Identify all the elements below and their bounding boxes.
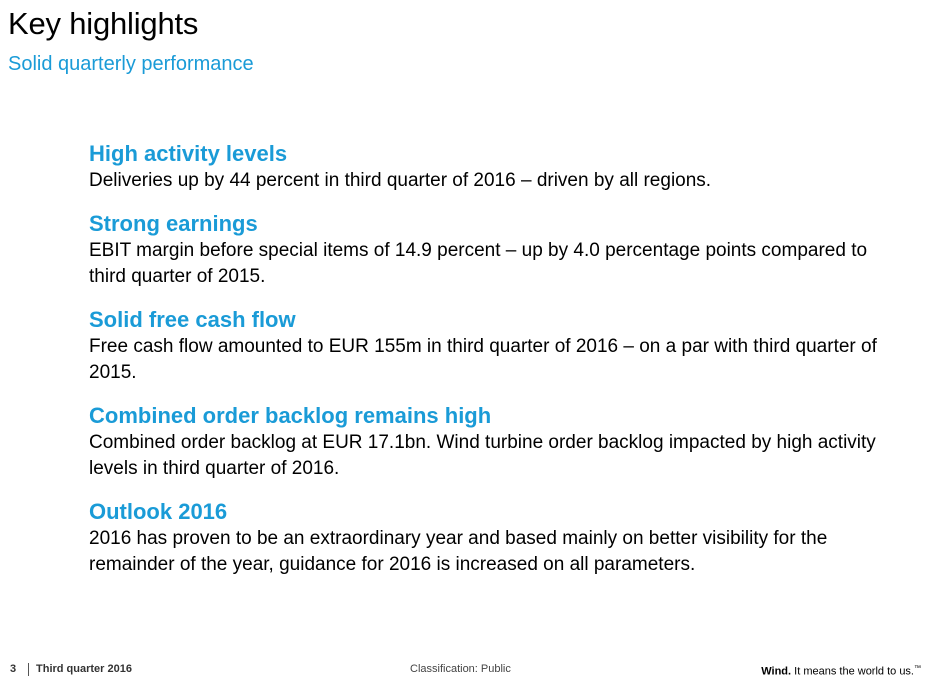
highlights-list: [89, 140, 909, 594]
highlight-item: [89, 498, 909, 578]
page-title: Key highlights: [8, 6, 199, 41]
footer-slogan: It means the world to us.: [794, 665, 914, 678]
footer-tagline: [761, 660, 921, 681]
highlight-heading: Solid free cash flow: [89, 307, 296, 332]
highlight-heading: High activity levels: [89, 141, 288, 166]
page-subtitle: Solid quarterly performance: [8, 53, 254, 75]
highlight-heading: Outlook 2016: [89, 499, 228, 524]
footer-classification: Classification: Public: [410, 663, 511, 675]
footer-brand: Wind.: [761, 665, 792, 678]
highlight-body: 2016 has proven to be an extraordinary year and based mainly on better visibility for the remainder of the year, guidance for 2016 is increased on all parameters.: [89, 528, 828, 575]
trademark-mark: ™: [914, 665, 921, 672]
highlight-heading: Strong earnings: [89, 211, 258, 236]
highlight-body: Free cash flow amounted to EUR 155m in third quarter of 2016 – on a par with third quarter of 2015.: [89, 336, 877, 383]
highlight-item: [89, 210, 909, 290]
highlight-heading: Combined order backlog remains high: [89, 403, 492, 428]
highlight-body: EBIT margin before special items of 14.9 percent – up by 4.0 percentage points compared to third quarter of 2015.: [89, 240, 868, 287]
footer: [0, 660, 935, 680]
highlight-item: [89, 306, 909, 386]
highlight-body: Combined order backlog at EUR 17.1bn. Wind turbine order backlog impacted by high activity levels in third quarter of 2016.: [89, 432, 876, 479]
highlight-item: [89, 140, 909, 194]
footer-period: Third quarter 2016: [36, 663, 132, 675]
highlight-body: Deliveries up by 44 percent in third quarter of 2016 – driven by all regions.: [89, 170, 712, 191]
highlight-item: [89, 402, 909, 482]
footer-divider: [28, 663, 29, 676]
footer-page-number: 3: [10, 663, 17, 675]
